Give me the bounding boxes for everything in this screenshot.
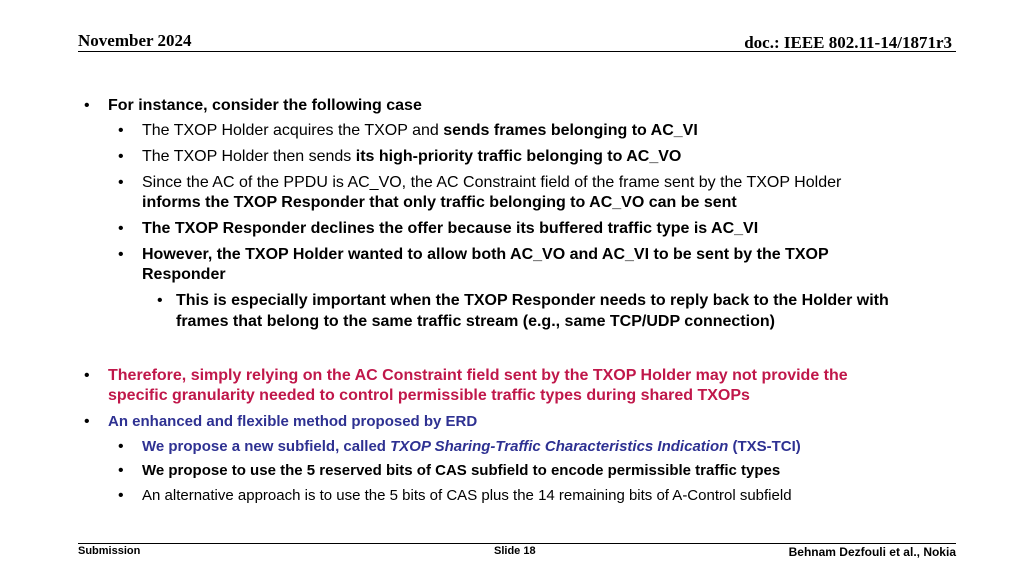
- bullet-marker: •: [118, 220, 124, 237]
- bullet-marker: •: [118, 462, 124, 479]
- bullet-marker: •: [118, 246, 124, 263]
- bullet-text: The TXOP Holder acquires the TXOP and: [142, 122, 444, 139]
- bullet-especially-line2: frames that belong to the same traffic stream (e.g., same TCP/UDP connection): [176, 313, 775, 330]
- bullet-reserved-bits: We propose to use the 5 reserved bits of CAS subfield to encode permissible traffic types: [142, 462, 781, 479]
- bullet-marker: •: [118, 122, 124, 139]
- footer-slide-number: Slide 18: [494, 545, 536, 557]
- bullet-text: We propose a new subfield, called: [142, 438, 391, 455]
- bullet-therefore-line2: specific granularity needed to control permissible traffic types during shared TXOPs: [108, 387, 750, 404]
- bullet-marker: •: [118, 438, 124, 455]
- bullet-text-bold: its high-priority traffic belonging to AC_VO: [355, 148, 682, 165]
- bullet-marker: •: [84, 367, 90, 384]
- header-date: November 2024: [78, 31, 192, 50]
- bullet-text: (TXS-TCI): [728, 438, 801, 455]
- bullet-new-subfield: [142, 437, 801, 457]
- bullet-holder-acquires: [142, 121, 698, 141]
- bullet-for-instance: For instance, consider the following case: [108, 97, 422, 114]
- bullet-responder-declines: The TXOP Responder declines the offer because its buffered traffic type is AC_VI: [142, 220, 759, 237]
- header-doc-id: doc.: IEEE 802.11-14/1871r3: [744, 33, 952, 52]
- bullet-ac-constraint-line2: informs the TXOP Responder that only traffic belonging to AC_VO can be sent: [142, 194, 737, 211]
- bullet-marker: •: [118, 174, 124, 191]
- bullet-alternative-approach: An alternative approach is to use the 5 bits of CAS plus the 14 remaining bits of A-Control subfield: [142, 487, 792, 504]
- footer-divider: [78, 543, 956, 544]
- bullet-marker: •: [84, 413, 90, 430]
- bullet-especially-line1: This is especially important when the TXOP Responder needs to reply back to the Holder with: [176, 292, 889, 309]
- bullet-text: The TXOP Holder then sends: [142, 148, 356, 165]
- bullet-however-line2: Responder: [142, 266, 226, 283]
- bullet-enhanced-method: An enhanced and flexible method proposed by ERD: [108, 413, 478, 430]
- bullet-marker: •: [118, 487, 124, 504]
- bullet-marker: •: [157, 292, 163, 309]
- bullet-text-bold: sends frames belonging to AC_VI: [443, 122, 698, 139]
- bullet-marker: •: [84, 97, 90, 114]
- footer-author: Behnam Dezfouli et al., Nokia: [788, 545, 956, 559]
- bullet-text-italic: TXOP Sharing-Traffic Characteristics Indication: [390, 438, 729, 455]
- bullet-however-line1: However, the TXOP Holder wanted to allow both AC_VO and AC_VI to be sent by the TXOP: [142, 246, 829, 263]
- footer-submission: Submission: [78, 545, 141, 557]
- bullet-therefore-line1: Therefore, simply relying on the AC Constraint field sent by the TXOP Holder may not provide the: [108, 367, 848, 384]
- bullet-marker: •: [118, 148, 124, 165]
- bullet-ac-constraint-line1: Since the AC of the PPDU is AC_VO, the AC Constraint field of the frame sent by the TXOP Holder: [142, 174, 842, 191]
- bullet-holder-sends: [142, 147, 681, 167]
